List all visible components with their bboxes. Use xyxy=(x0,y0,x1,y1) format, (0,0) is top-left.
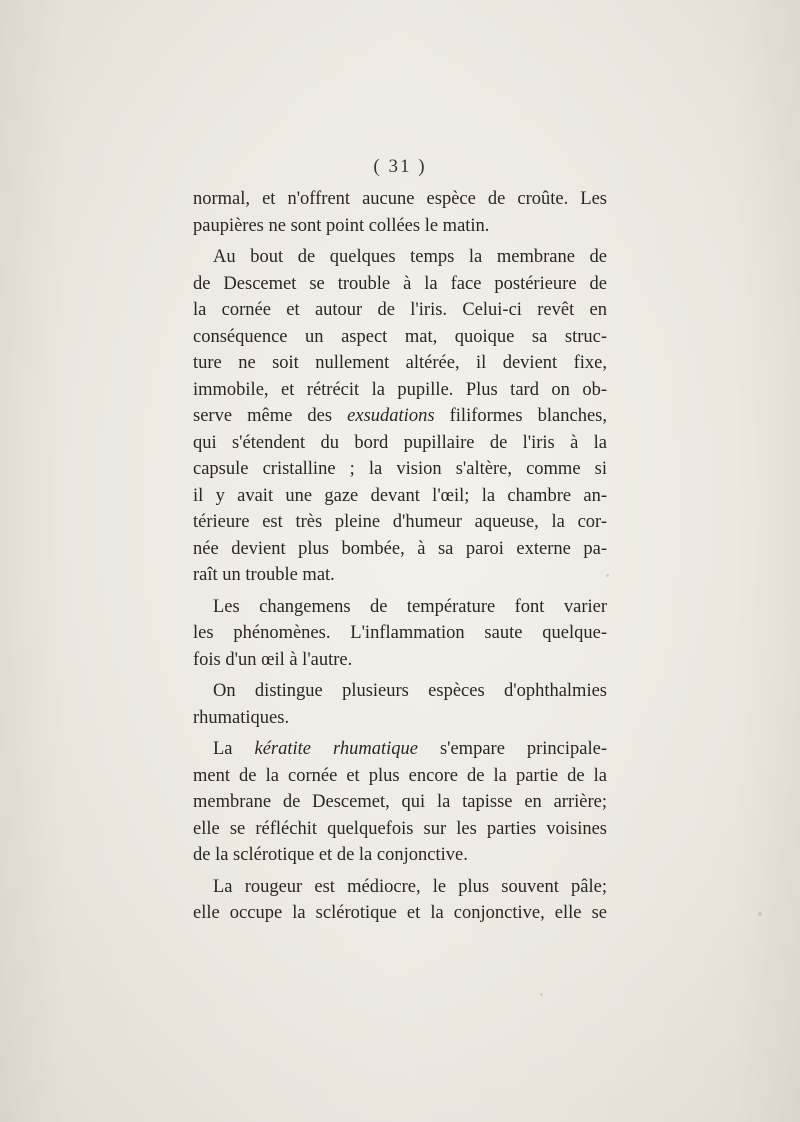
foxing-spot xyxy=(540,993,543,996)
text-line: raît un trouble mat. xyxy=(193,565,335,585)
text-line: les phénomènes. L'inflammation saute quelque- xyxy=(193,623,607,643)
page-number: ( 31 ) xyxy=(373,156,427,177)
text-line: née devient plus bombée, à sa paroi externe pa- xyxy=(193,538,607,559)
foxing-spot xyxy=(758,912,762,916)
text-segment: La xyxy=(213,739,233,759)
text-line: fois d'un œil à l'autre. xyxy=(193,649,353,670)
text-line: La rougeur est médiocre, le plus souvent pâle; xyxy=(213,876,607,897)
text-line: il y avait une gaze devant l'œil; la chambre an- xyxy=(193,485,607,506)
body-text xyxy=(193,186,607,927)
text-line: de Descemet se trouble à la face postérieure de xyxy=(193,273,607,294)
text-line: membrane de Descemet, qui la tapisse en arrière; xyxy=(193,792,607,812)
text-line: capsule cristalline ; la vision s'altère, comme si xyxy=(193,459,607,479)
text-segment: serve même des xyxy=(193,406,333,426)
text-line: ture ne soit nullement altérée, il devient fixe, xyxy=(193,353,607,373)
text-segment: filiformes blanches, xyxy=(449,406,607,426)
text-line: de la sclérotique et de la conjonctive. xyxy=(193,845,468,865)
text-line: Au bout de quelques temps la membrane de xyxy=(213,247,607,267)
text-line xyxy=(193,403,607,430)
text-line: térieure est très pleine d'humeur aqueuse, la cor- xyxy=(193,512,607,532)
text-line: immobile, et rétrécit la pupille. Plus tard on ob- xyxy=(193,379,607,400)
text-line: elle occupe la sclérotique et la conjonctive, elle se xyxy=(193,903,607,923)
text-line: la cornée et autour de l'iris. Celui-ci revêt en xyxy=(193,300,607,320)
text-line: conséquence un aspect mat, quoique sa struc- xyxy=(193,326,607,347)
text-line: normal, et n'offrent aucune espèce de croûte. Les xyxy=(193,189,607,209)
text-line: Les changemens de température font varier xyxy=(213,596,607,617)
text-segment: s'empare principale- xyxy=(439,739,607,759)
italic-term: kératite rhumatique xyxy=(254,739,418,759)
text-line: rhumatiques. xyxy=(193,707,290,728)
text-line: ment de la cornée et plus encore de la partie de la xyxy=(193,765,607,786)
text-line: On distingue plusieurs espèces d'ophthalmies xyxy=(213,681,607,701)
text-line xyxy=(193,736,607,763)
text-line: elle se réfléchit quelquefois sur les parties voisines xyxy=(193,818,607,839)
text-line: paupières ne sont point collées le matin. xyxy=(193,215,490,236)
text-line: qui s'étendent du bord pupillaire de l'iris à la xyxy=(193,432,607,453)
italic-term: exsudations xyxy=(347,406,435,426)
